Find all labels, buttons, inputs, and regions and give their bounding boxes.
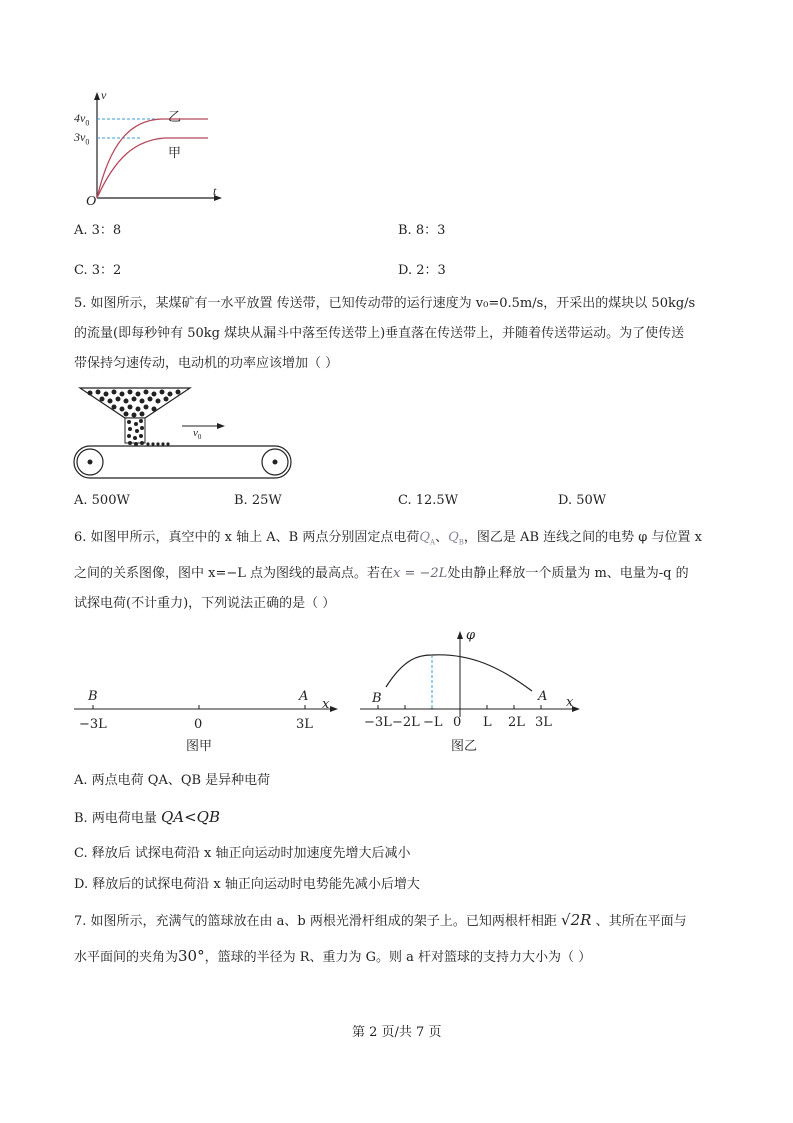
figure-jia-tick-neg3l: −3L <box>79 717 107 732</box>
q7-stem-line1: 7. 如图所示，充满气的篮球放在由 a、b 两根光滑杆组成的架子上。已知两根杆相距 √2R 、其所在平面与 <box>74 911 687 929</box>
page-footer: 第 2 页/共 7 页 <box>352 1025 442 1040</box>
q6-option-c[interactable]: C. 释放后 试探电荷沿 x 轴正向运动时加速度先增大后减小 <box>74 846 411 861</box>
vt-axis-v: v <box>101 88 107 102</box>
q5-option-d[interactable]: D. 50W <box>558 493 607 508</box>
figure-yi-tick-3l: 3L <box>535 715 552 730</box>
vt-curve-yi-label: 乙 <box>168 109 182 124</box>
figure-yi-tick-neg2l: −2L <box>392 715 420 730</box>
figure-yi-tick-0: 0 <box>453 715 462 730</box>
q5-stem-line2: 的流量(即每秒钟有 50kg 煤块从漏斗中落至传送带上)垂直落在传送带上，并随着传送带运动。为了使传送 <box>74 326 685 341</box>
vt-tick-3v0: $3v_0$ <box>74 130 90 147</box>
q6-stem-line3: 试探电荷(不计重力)，下列说法正确的是（ ） <box>74 596 336 611</box>
q6-stem-line2: 之间的关系图像，图中 x=−L 点为图线的最高点。若在x = −2L处由静止释放一个质量为 m、电量为-q 的 <box>74 566 689 581</box>
figure-jia-caption: 图甲 <box>186 739 213 754</box>
vt-axis-t: t <box>213 184 217 198</box>
figure-jia-axis-x: x <box>322 697 330 712</box>
q5-option-b[interactable]: B. 25W <box>234 493 282 508</box>
figure-jia-point-a: A <box>299 689 309 704</box>
q4-option-b[interactable]: B. 8：3 <box>398 223 446 238</box>
figure-yi-axis-phi: φ <box>466 628 476 643</box>
vt-curve-jia-label: 甲 <box>168 145 182 160</box>
figure-yi-tick-l: L <box>483 715 492 730</box>
figure-yi-caption: 图乙 <box>451 739 478 754</box>
figure-jia-point-b: B <box>88 689 98 704</box>
figure-yi-point-a: A <box>538 689 548 704</box>
q6-option-d[interactable]: D. 释放后的试探电荷沿 x 轴正向运动时电势能先减小后增大 <box>74 877 420 892</box>
q5-stem-line1: 5. 如图所示，某煤矿有一水平放置 传送带，已知传动带的运行速度为 v₀=0.5m/s，开采出的煤块以 50kg/s <box>74 296 696 311</box>
q4-option-c[interactable]: C. 3：2 <box>74 263 122 278</box>
figure-yi-tick-negl: −L <box>423 715 443 730</box>
q6-stem-line1: 6. 如图甲所示，真空中的 x 轴上 A、B 两点分别固定点电荷$Q_A$、$Q_B$，图乙是 AB 连线之间的电势 φ 与位置 x <box>74 530 702 547</box>
q6-option-b[interactable]: B. 两电荷电量 QA<QB <box>74 808 220 826</box>
q5-option-a[interactable]: A. 500W <box>74 493 130 508</box>
conveyor-belt-figure <box>70 380 295 485</box>
figure-jia-tick-0: 0 <box>194 717 203 732</box>
vt-origin: O <box>86 194 97 209</box>
figure-yi-tick-neg3l: −3L <box>364 715 392 730</box>
q6-option-a[interactable]: A. 两点电荷 QA、QB 是异种电荷 <box>74 773 271 788</box>
conveyor-v0-label: $v_0$ <box>193 427 202 442</box>
q7-stem-line2: 水平面间的夹角为30°，篮球的半径为 R、重力为 G。则 a 杆对篮球的支持力大小为（ ） <box>74 947 592 965</box>
figure-yi-axis-x: x <box>566 695 574 710</box>
figure-yi-point-b: B <box>372 691 382 706</box>
vt-graph <box>70 88 230 210</box>
vt-tick-4v0: $4v_0$ <box>74 111 90 128</box>
figure-jia-tick-3l: 3L <box>296 717 313 732</box>
q5-option-c[interactable]: C. 12.5W <box>398 493 459 508</box>
figure-yi-tick-2l: 2L <box>508 715 525 730</box>
q5-stem-line3: 带保持匀速传动，电动机的功率应该增加（ ） <box>74 356 339 371</box>
q4-option-d[interactable]: D. 2：3 <box>398 263 446 278</box>
q4-option-a[interactable]: A. 3：8 <box>74 223 122 238</box>
